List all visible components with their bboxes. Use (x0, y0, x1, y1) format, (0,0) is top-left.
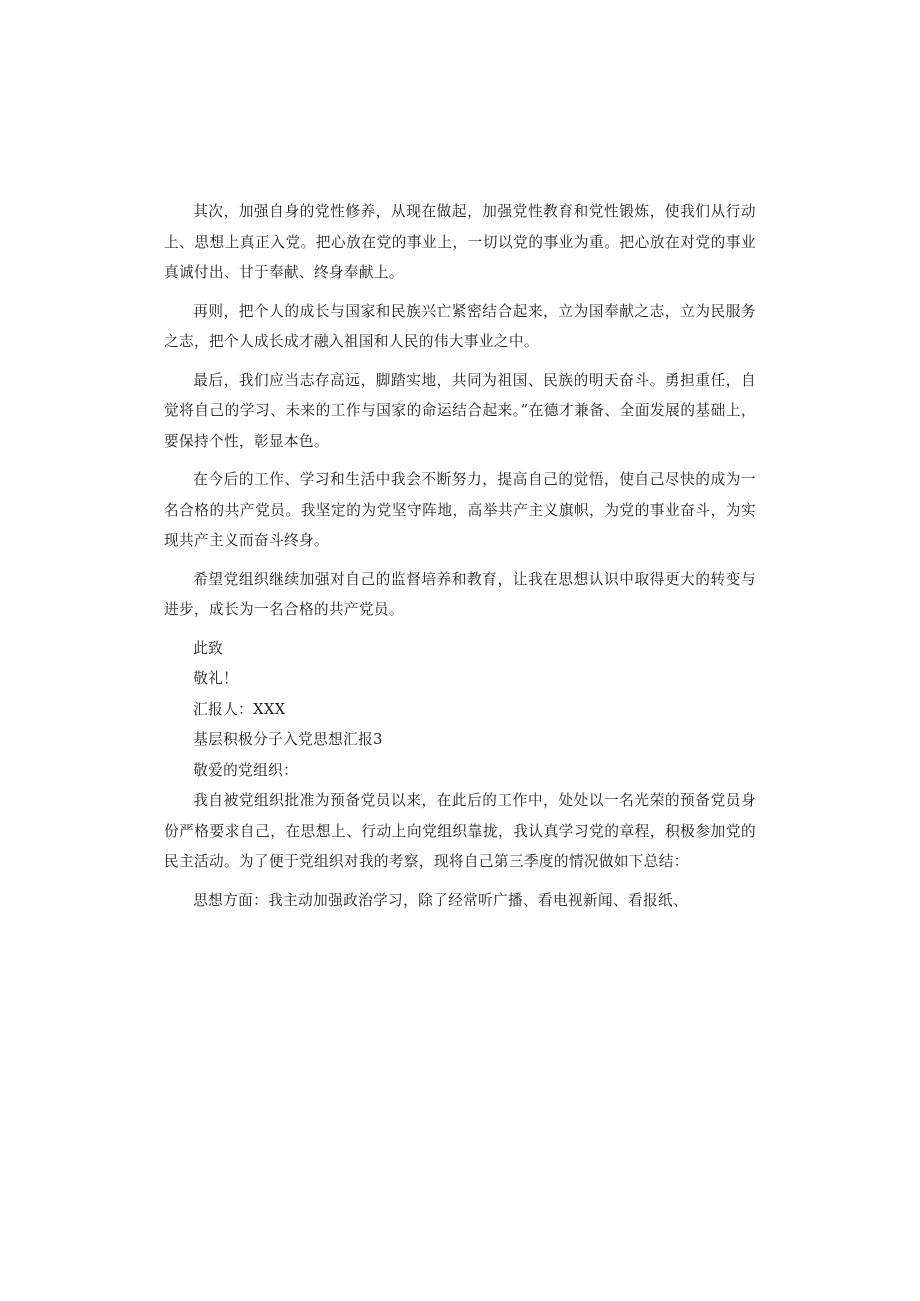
paragraph-4: 在今后的工作、学习和生活中我会不断努力，提高自己的觉悟，使自己尽快的成为一名合格的共产党员。我坚定的为党坚守阵地，高举共产主义旗帜，为党的事业奋斗，为实现共产主义而奋斗终身。 (164, 471, 756, 549)
body-paragraph: 我自被党组织批准为预备党员以来，在此后的工作中，处处以一名光荣的预备党员身份严格要求自己，在思想上、行动上向党组织靠拢，我认真学习党的章程，积极参加党的民主活动。为了便于党组织对我的考察，现将自己第三季度的情况做如下总结： (164, 792, 756, 870)
paragraph-1: 其次，加强自身的党性修养，从现在做起，加强党性教育和党性锻炼，使我们从行动上、思想上真正入党。把心放在党的事业上，一切以党的事业为重。把心放在对党的事业真诚付出、甘于奉献、终身奉献上。 (164, 203, 756, 281)
greeting-line: 敬爱的党组织： (193, 761, 299, 779)
paragraph-2: 再则，把个人的成长与国家和民族兴亡紧密结合起来，立为国奉献之志，立为民服务之志，把个人成长成才融入祖国和人民的伟大事业之中。 (164, 302, 756, 350)
paragraph-3: 最后，我们应当志存高远，脚踏实地，共同为祖国、民族的明天奋斗。勇担重任，自觉将自己的学习、未来的工作与国家的命运结合起来。”在德才兼备、全面发展的基础上，要保持个性，彰显本色。 (164, 371, 756, 450)
section-title: 基层积极分子入党思想汇报3 (193, 731, 383, 748)
last-line: 思想方面：我主动加强政治学习，除了经常听广播、看电视新闻、看报纸、 (193, 891, 688, 909)
document-page (164, 197, 756, 916)
salute-line: 敬礼！ (193, 670, 239, 687)
signature-line: 汇报人：XXX (193, 700, 286, 718)
paragraph-5: 希望党组织继续加强对自己的监督培养和教育，让我在思想认识中取得更大的转变与进步，成长为一名合格的共产党员。 (164, 570, 756, 618)
closing-line: 此致 (193, 639, 224, 657)
